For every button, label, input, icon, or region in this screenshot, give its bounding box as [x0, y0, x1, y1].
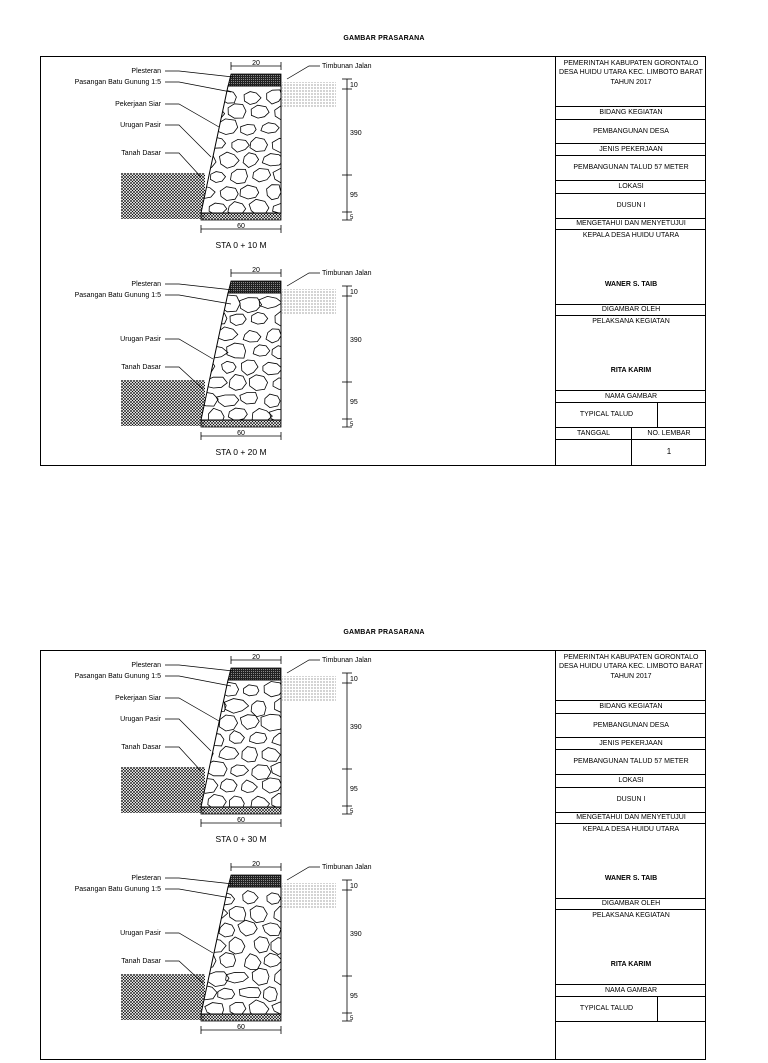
dim-h4-label: 5	[350, 215, 354, 221]
title-block-header	[556, 57, 706, 107]
stone	[195, 358, 215, 374]
callout-label: Plesteran	[131, 662, 161, 669]
station-label: STA 0 + 20 M	[215, 447, 267, 457]
tanah-dasar-fill	[121, 767, 205, 813]
base-strip	[201, 807, 281, 814]
stone-masonry-body	[201, 680, 281, 807]
plesteran-cap	[228, 74, 281, 86]
dim-top-label: 20	[252, 267, 260, 274]
title-block-header	[556, 651, 706, 701]
lokasi-value: DUSUN I	[556, 788, 706, 813]
leader-line	[165, 82, 231, 92]
tanah-dasar-fill	[121, 974, 205, 1020]
digambar-label: DIGAMBAR OLEH	[556, 899, 706, 910]
dim-h2-label: 390	[350, 337, 362, 344]
stone	[197, 123, 213, 136]
jenis-value: PEMBANGUNAN TALUD 57 METER	[556, 156, 706, 181]
leader-line	[287, 66, 320, 79]
callout-label: Plesteran	[131, 68, 161, 75]
stone-masonry-body	[201, 887, 281, 1014]
dim-h1-label: 10	[350, 676, 358, 683]
nama-gambar-blank	[658, 997, 706, 1021]
dim-h2-label: 390	[350, 931, 362, 938]
nama-gambar-label: NAMA GAMBAR	[556, 985, 706, 997]
leader-line	[165, 676, 231, 686]
header-line: DESA HUIDU UTARA KEC. LIMBOTO BARAT	[559, 69, 703, 77]
leader-line	[287, 867, 320, 880]
callout-label: Urugan Pasir	[120, 716, 161, 723]
leader-line	[165, 878, 233, 884]
callout-label: Pekerjaan Siar	[115, 695, 161, 702]
dim-h1-label: 10	[350, 289, 358, 296]
base-strip	[201, 213, 281, 220]
talud-section	[41, 57, 555, 262]
nama-gambar-value: TYPICAL TALUD	[556, 403, 658, 427]
nama-gambar-row	[556, 997, 706, 1022]
nama-gambar-label: NAMA GAMBAR	[556, 391, 706, 403]
timbunan-fill	[282, 82, 336, 108]
header-line: TAHUN 2017	[610, 78, 652, 86]
stone	[198, 91, 214, 103]
timbunan-fill	[282, 676, 336, 702]
drawing-sheet-1	[40, 56, 706, 466]
callout-label: Urugan Pasir	[120, 336, 161, 343]
no-lembar-value: 1	[666, 447, 672, 457]
leader-line	[165, 295, 231, 304]
nama-gambar-blank	[658, 403, 706, 427]
drawing-sheet-2	[40, 650, 706, 1060]
jenis-label: JENIS PEKERJAAN	[556, 738, 706, 750]
callout-label: Pasangan Batu Gunung 1:5	[74, 886, 161, 893]
title-block	[555, 651, 706, 1059]
dim-bottom-label: 60	[237, 430, 245, 437]
lokasi-value: DUSUN I	[556, 194, 706, 219]
pelaksana-box	[556, 910, 706, 985]
drawing-area	[41, 651, 555, 1059]
tanggal-label: TANGGAL	[556, 428, 632, 439]
dim-bottom-label: 60	[237, 223, 245, 230]
dim-bottom-label: 60	[237, 817, 245, 824]
jenis-label: JENIS PEKERJAAN	[556, 144, 706, 156]
dim-top-label: 20	[252, 654, 260, 661]
dim-h2-label: 390	[350, 724, 362, 731]
dim-h4-label: 5	[350, 1016, 354, 1022]
tanggal-values-row	[556, 440, 706, 465]
kepala-name: WANER S. TAIB	[604, 281, 658, 288]
callout-label: Tanah Dasar	[121, 364, 161, 371]
header-line: PEMERINTAH KABUPATEN GORONTALO	[563, 654, 699, 661]
station-label: STA 0 + 30 M	[215, 834, 267, 844]
leader-line	[165, 719, 211, 751]
lokasi-label: LOKASI	[556, 181, 706, 194]
pelaksana-name: RITA KARIM	[610, 961, 652, 968]
dim-h4-label: 5	[350, 809, 354, 815]
callout-label: Pasangan Batu Gunung 1:5	[74, 79, 161, 86]
tanah-dasar-fill	[121, 380, 205, 426]
dim-bottom-label: 60	[237, 1024, 245, 1031]
callout-label: Pekerjaan Siar	[115, 101, 161, 108]
dim-h3-label: 95	[350, 192, 358, 199]
kepala-box	[556, 824, 706, 899]
drawing-area	[41, 57, 555, 465]
leader-line	[165, 889, 231, 898]
callout-label: Plesteran	[131, 281, 161, 288]
nama-gambar-row	[556, 403, 706, 428]
base-strip	[201, 420, 281, 427]
leader-line	[165, 104, 219, 127]
mengetahui-label: MENGETAHUI DAN MENYETUJUI	[556, 813, 706, 824]
stone	[197, 715, 215, 730]
sheet-title: GAMBAR PRASARANA	[343, 629, 425, 636]
talud-section	[41, 651, 555, 856]
mengetahui-label: MENGETAHUI DAN MENYETUJUI	[556, 219, 706, 230]
plesteran-cap	[228, 875, 281, 887]
pelaksana-title: PELAKSANA KEGIATAN	[592, 912, 670, 919]
bidang-value: PEMBANGUNAN DESA	[556, 120, 706, 144]
dim-top-label: 20	[252, 60, 260, 67]
dim-h2-label: 390	[350, 130, 362, 137]
kepala-title: KEPALA DESA HUIDU UTARA	[582, 232, 680, 239]
dim-top-label: 20	[252, 861, 260, 868]
bidang-label: BIDANG KEGIATAN	[556, 701, 706, 714]
plesteran-cap	[228, 668, 281, 680]
leader-line	[287, 273, 320, 286]
header-line: TAHUN 2017	[610, 672, 652, 680]
callout-label: Pasangan Batu Gunung 1:5	[74, 673, 161, 680]
timbunan-label: Timbunan Jalan	[322, 270, 372, 277]
kepala-name: WANER S. TAIB	[604, 875, 658, 882]
leader-line	[165, 284, 233, 290]
timbunan-fill	[282, 883, 336, 909]
tanggal-row	[556, 428, 706, 440]
leader-line	[165, 125, 211, 157]
timbunan-label: Timbunan Jalan	[322, 657, 372, 664]
dim-h1-label: 10	[350, 82, 358, 89]
stone	[199, 921, 220, 934]
pelaksana-name: RITA KARIM	[610, 367, 652, 374]
leader-line	[165, 933, 213, 953]
title-block	[555, 57, 706, 465]
digambar-label: DIGAMBAR OLEH	[556, 305, 706, 316]
base-strip	[201, 1014, 281, 1021]
dim-h3-label: 95	[350, 993, 358, 1000]
lokasi-label: LOKASI	[556, 775, 706, 788]
callout-label: Tanah Dasar	[121, 958, 161, 965]
plesteran-cap	[228, 281, 281, 293]
timbunan-label: Timbunan Jalan	[322, 864, 372, 871]
kepala-title: KEPALA DESA HUIDU UTARA	[582, 826, 680, 833]
leader-line	[165, 339, 213, 359]
dim-h3-label: 95	[350, 399, 358, 406]
callout-label: Tanah Dasar	[121, 744, 161, 751]
talud-section	[41, 264, 555, 469]
timbunan-fill	[282, 289, 336, 315]
header-line: DESA HUIDU UTARA KEC. LIMBOTO BARAT	[559, 663, 703, 671]
leader-line	[165, 71, 233, 77]
stone	[198, 329, 217, 341]
callout-label: Urugan Pasir	[120, 930, 161, 937]
dim-h4-label: 5	[350, 422, 354, 428]
timbunan-label: Timbunan Jalan	[322, 63, 372, 70]
station-label: STA 0 + 10 M	[215, 240, 267, 250]
callout-label: Pasangan Batu Gunung 1:5	[74, 292, 161, 299]
talud-section	[41, 858, 555, 1063]
bidang-value: PEMBANGUNAN DESA	[556, 714, 706, 738]
callout-label: Urugan Pasir	[120, 122, 161, 129]
leader-line	[287, 660, 320, 673]
pelaksana-box	[556, 316, 706, 391]
jenis-value: PEMBANGUNAN TALUD 57 METER	[556, 750, 706, 775]
leader-line	[165, 698, 219, 721]
header-line: PEMERINTAH KABUPATEN GORONTALO	[563, 60, 699, 67]
dim-h1-label: 10	[350, 883, 358, 890]
no-lembar-label: NO. LEMBAR	[647, 429, 691, 437]
nama-gambar-value: TYPICAL TALUD	[556, 997, 658, 1021]
callout-label: Plesteran	[131, 875, 161, 882]
callout-label: Tanah Dasar	[121, 150, 161, 157]
dim-h3-label: 95	[350, 786, 358, 793]
pelaksana-title: PELAKSANA KEGIATAN	[592, 318, 670, 325]
sheet-title: GAMBAR PRASARANA	[343, 35, 425, 42]
tanggal-value	[556, 440, 632, 465]
tanah-dasar-fill	[121, 173, 205, 219]
bidang-label: BIDANG KEGIATAN	[556, 107, 706, 120]
kepala-box	[556, 230, 706, 305]
leader-line	[165, 665, 233, 671]
stone	[197, 685, 214, 697]
